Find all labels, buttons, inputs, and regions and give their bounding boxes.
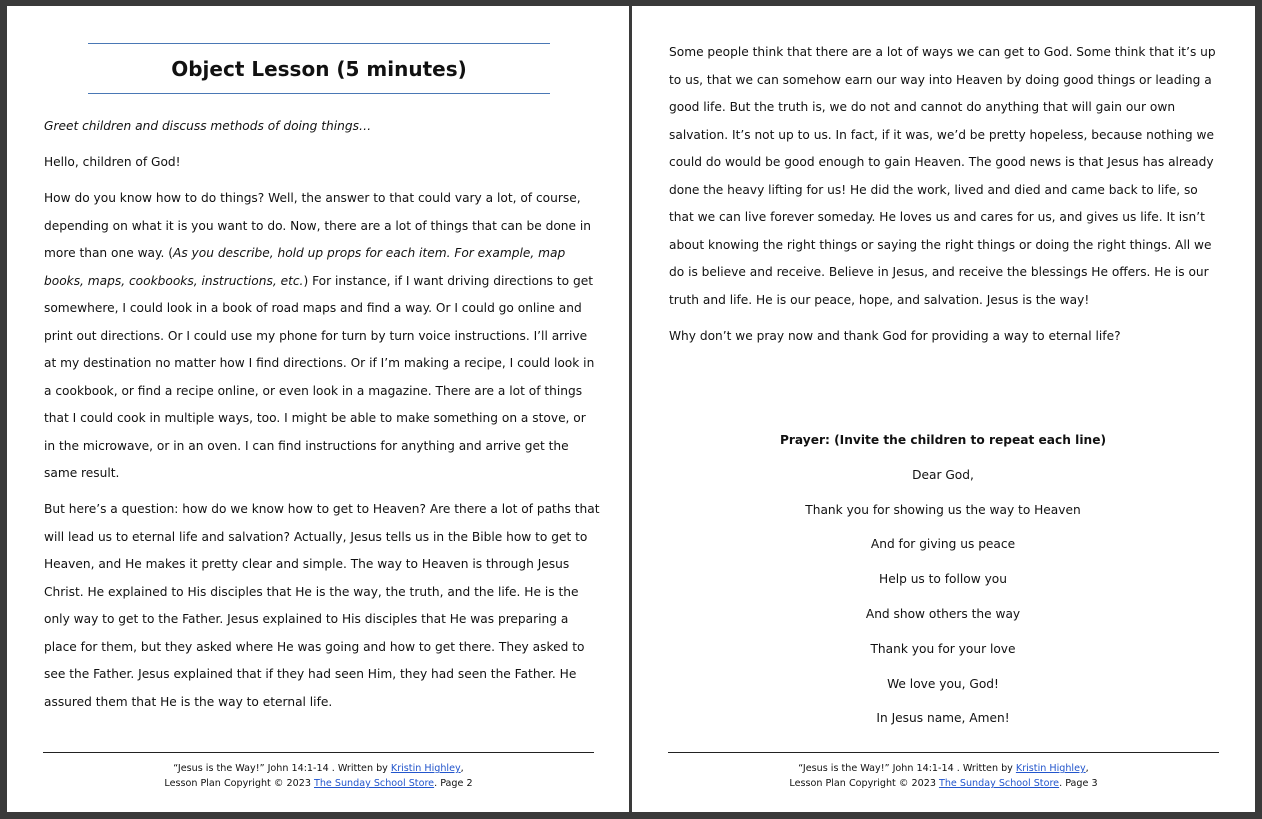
paragraph-salvation: Some people think that there are a lot of ways we can get to God. Some think that it’s up to us, that we can somehow earn our way into Heaven by doing good things or leading a good life. But the truth is, we do not and cannot do anything that will gain our own salvation. It’s not up to us. In fact, if it was, we’d be pretty hopeless, because nothing we could do would be good enough to gain Heaven. The good news is that Jesus has already done the heavy lifting for us! He did the work, lived and died and came back to life, so that we can live forever someday. He loves us and cares for us, and gives us life. It isn’t about knowing the right things or saying the right things or doing the right things. All we do is believe and receive. Believe in Jesus, and receive the blessings He offers. He is our truth and life. He is our peace, hope, and salvation. Jesus is the way!: [669, 45, 1216, 307]
paragraph-pray-invite: Why don’t we pray now and thank God for providing a way to eternal life?: [669, 328, 1121, 343]
lesson-body: [669, 39, 1225, 359]
footer-line-1: [668, 761, 1219, 776]
paragraph-text: How do you know how to do things? Well, the answer to that could vary a lot, of course, depending on what it is you want to do. Now, there are a lot of things that can be done in more than one way. (: [44, 191, 592, 260]
prayer-line: And show others the way: [865, 606, 1021, 621]
props-instruction: As you describe, hold up props for each item. For example, map books, maps, cookbooks, instructions, etc.: [44, 246, 566, 288]
prayer-line: Dear God,: [912, 467, 974, 482]
footer-line-2: [43, 776, 594, 791]
footer-comma: ,: [1085, 763, 1089, 774]
page-number: . Page 2: [434, 778, 473, 789]
footer-citation: “Jesus is the Way!” John 14:1-14 . Written by: [173, 763, 391, 774]
footer-copyright: Lesson Plan Copyright © 2023: [164, 778, 314, 789]
prayer-line: Thank you for your love: [870, 641, 1016, 656]
footer-line-2: [668, 776, 1219, 791]
greeting: Hello, children of God!: [44, 155, 181, 169]
footer-line-1: [43, 761, 594, 776]
lesson-body: [44, 113, 600, 725]
prayer-line: Help us to follow you: [879, 572, 1007, 587]
page-footer: [43, 752, 594, 791]
paragraph-text: ) For instance, if I want driving directions to get somewhere, I could look in a book of road maps and find a way. Or I could go online and print out directions. Or I could use my phone for turn by turn voice instructions. I’ll arrive at my destination no matter how I find directions. Or if I’m making a recipe, I could look in a cookbook, or find a recipe online, or even look in a magazine. There are a lot of things that I could cook in multiple ways, too. I might be able to make something on a stove, or in the microwave, or in an oven. I can find instructions for anything and arrive get the same result.: [44, 273, 595, 480]
title-block: [88, 43, 550, 94]
document-page-3: [632, 6, 1255, 812]
author-link[interactable]: Kristin Highley: [390, 763, 461, 774]
prayer-line: And for giving us peace: [870, 537, 1016, 552]
footer-comma: ,: [460, 763, 464, 774]
prayer-line: We love you, God!: [887, 676, 999, 691]
footer-copyright: Lesson Plan Copyright © 2023: [789, 778, 939, 789]
page-title: Object Lesson (5 minutes): [171, 57, 467, 81]
intro-instruction: Greet children and discuss methods of doing things…: [44, 119, 372, 133]
store-link[interactable]: The Sunday School Store: [938, 778, 1060, 789]
store-link[interactable]: The Sunday School Store: [313, 778, 435, 789]
prayer-section: [669, 427, 1217, 740]
author-link[interactable]: Kristin Highley: [1015, 763, 1086, 774]
prayer-line: In Jesus name, Amen!: [876, 711, 1010, 726]
document-page-2: [7, 6, 629, 812]
page-number: . Page 3: [1059, 778, 1098, 789]
prayer-line: Thank you for showing us the way to Heaven: [805, 502, 1081, 517]
paragraph-methods: [44, 185, 600, 488]
page-footer: [668, 752, 1219, 791]
footer-citation: “Jesus is the Way!” John 14:1-14 . Written by: [798, 763, 1016, 774]
prayer-heading: Prayer: (Invite the children to repeat each line): [779, 433, 1107, 447]
title-rule-bottom: [88, 93, 550, 94]
paragraph-heaven: But here’s a question: how do we know how to get to Heaven? Are there a lot of paths that will lead us to eternal life and salvation? Actually, Jesus tells us in the Bible how to get to Heaven, and He makes it pretty clear and simple. The way to Heaven is through Jesus Christ. He explained to His disciples that He is the way, the truth, and the life. He is the only way to get to the Father. Jesus explained to His disciples that He was preparing a place for them, but they asked where He was going and how to get there. They asked to see the Father. Jesus explained that if they had seen Him, they had seen the Father. He assured them that He is the way to eternal life.: [44, 502, 600, 709]
